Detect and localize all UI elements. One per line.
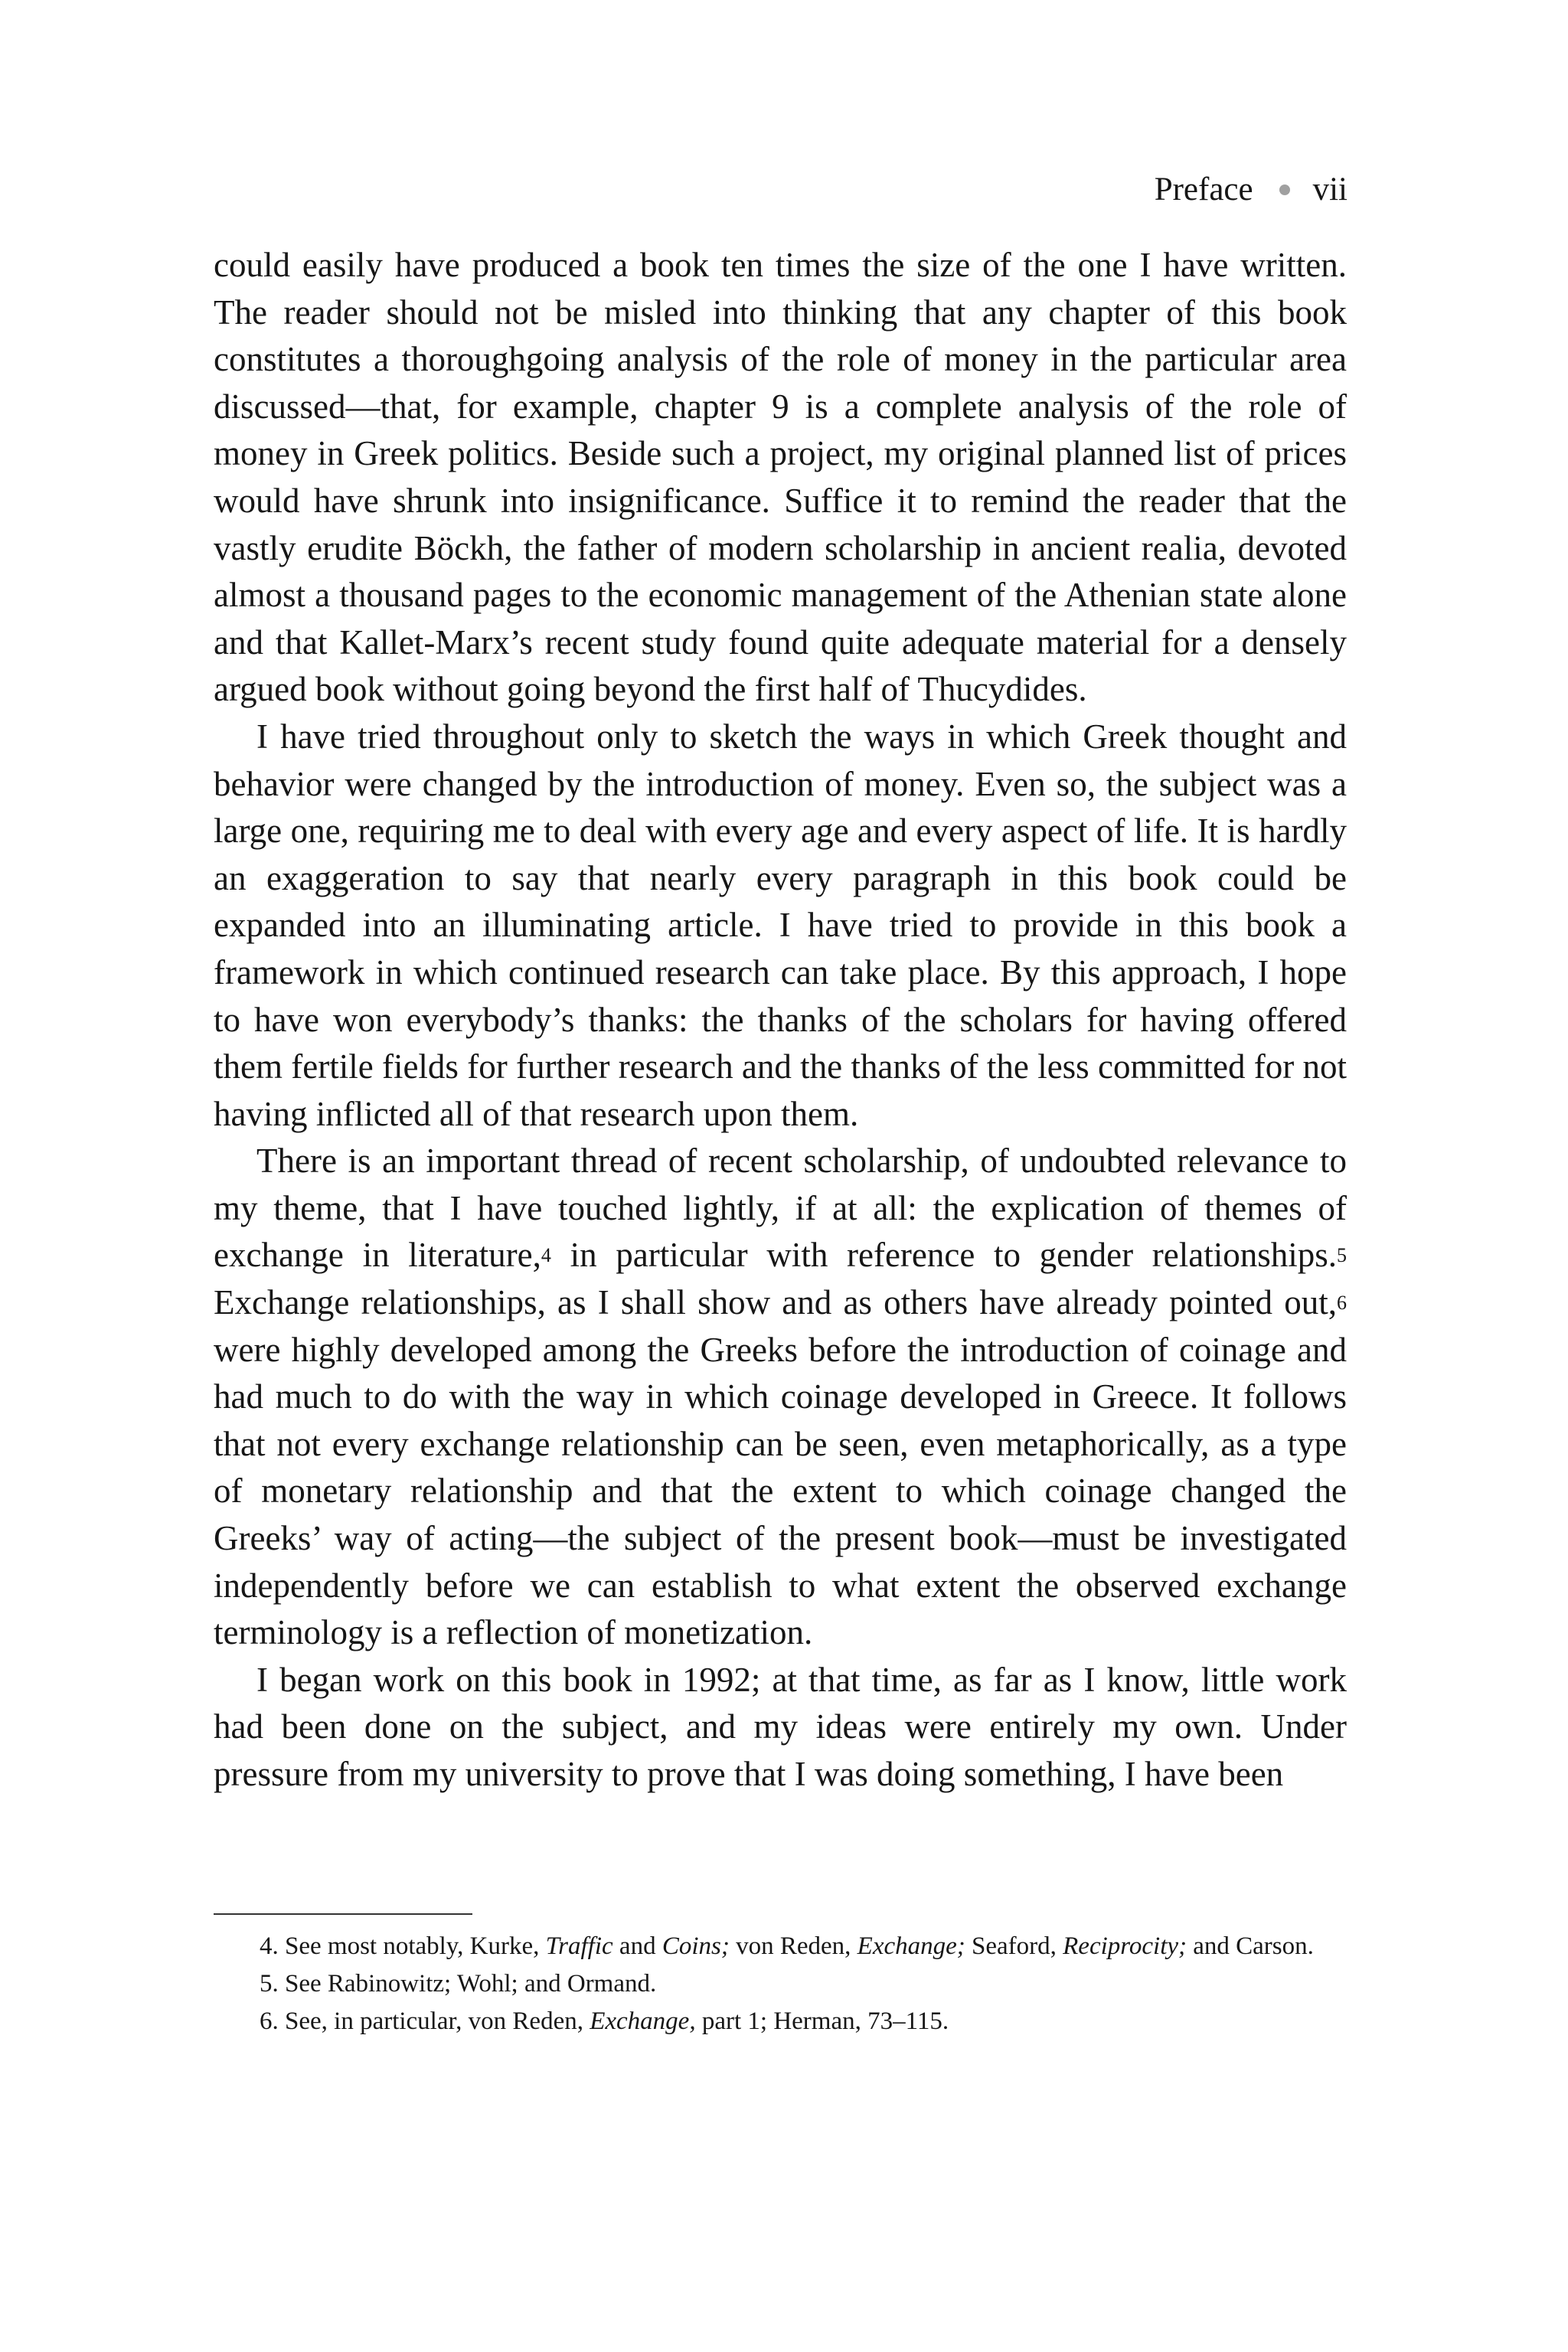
footnote-title: Reciprocity; bbox=[1063, 1932, 1187, 1960]
page-number: vii bbox=[1312, 172, 1348, 207]
footnote-text: See most notably, Kurke, bbox=[278, 1932, 546, 1960]
footnote-6 bbox=[214, 2004, 1347, 2039]
paragraph-text: Exchange relationships, as I shall show and as others have already pointed out, bbox=[214, 1283, 1337, 1322]
footnote-text: See Rabinowitz; Wohl; and Ormand. bbox=[278, 1970, 657, 1998]
footnote-5 bbox=[214, 1967, 1347, 2001]
paragraph bbox=[214, 1138, 1347, 1657]
footnote-ref-5: 5 bbox=[1337, 1244, 1348, 1267]
bullet-separator-icon bbox=[1279, 185, 1290, 195]
paragraph: I began work on this book in 1992; at that time, as far as I know, little work had been done on the subject, and my ideas were entirely my own. Under pressure from my university to prove that I was doing something, I have been bbox=[214, 1660, 1347, 1793]
footnote-4 bbox=[214, 1929, 1347, 1964]
section-title: Preface bbox=[1154, 172, 1253, 207]
footnote-ref-4: 4 bbox=[541, 1244, 551, 1267]
footnote-number: 5. bbox=[260, 1970, 279, 1998]
body-text bbox=[214, 242, 1347, 1798]
footnote-ref-6: 6 bbox=[1337, 1292, 1347, 1315]
running-head bbox=[1155, 170, 1348, 210]
footnote-text: See, in particular, von Reden, bbox=[278, 2007, 590, 2035]
paragraph-text: There is an important thread of recent scholarship, of undoubted relevance to my theme, that I have touched lightly, if at all: the explication of themes of exchange in literature, bbox=[214, 1142, 1347, 1275]
footnote-text: and bbox=[612, 1932, 662, 1960]
footnote-text: and Carson. bbox=[1187, 1932, 1314, 1960]
footnote-title: Exchange; bbox=[857, 1932, 965, 1960]
footnote-text: Seaford, bbox=[965, 1932, 1063, 1960]
footnote-text: von Reden, bbox=[729, 1932, 858, 1960]
paragraph: could easily have produced a book ten times the size of the one I have written. The reader should not be misled into thinking that any chapter of this book constitutes a thoroughgoing analysis of the role of money in the particular area discussed—that, for example, chapter 9 is a complete analysis of the role of money in Greek politics. Beside such a project, my original planned list of prices would have shrunk into insignificance. Suffice it to remind the reader that the vastly erudite Böckh, the father of modern scholarship in ancient realia, devoted almost a thousand pages to the economic management of the Athenian state alone and that Kallet-Marx’s recent study found quite adequate material for a densely argued book without going beyond the first half of Thucydides. bbox=[214, 246, 1347, 709]
footnotes bbox=[214, 1929, 1347, 2039]
footnote-title: Exchange, bbox=[590, 2007, 696, 2035]
footnote-number: 4. bbox=[260, 1932, 279, 1960]
paragraph-text: were highly developed among the Greeks before the introduction of coinage and had much to do with the way in which coinage developed in Greece. It follows that not every exchange relationship can be seen, even metaphorically, as a type of monetary relationship and that the extent to which coinage changed the Greeks’ way of acting—the subject of the present book—must be investigated independently before we can establish to what extent the observed exchange terminology is a reflection of monetization. bbox=[214, 1330, 1347, 1652]
footnote-text: part 1; Herman, 73–115. bbox=[695, 2007, 949, 2035]
footnote-title: Traffic bbox=[545, 1932, 613, 1960]
footnote-divider bbox=[214, 1913, 472, 1915]
paragraph-text: in particular with reference to gender relationships. bbox=[550, 1236, 1338, 1275]
paragraph: I have tried throughout only to sketch the ways in which Greek thought and behavior were changed by the introduction of money. Even so, the subject was a large one, requiring me to deal with every age and every aspect of life. It is hardly an exaggeration to say that nearly every paragraph in this book could be expanded into an illuminating article. I have tried to provide in this book a framework in which continued research can take place. By this approach, I hope to have won everybody’s thanks: the thanks of the scholars for having offered them fertile fields for further research and the thanks of the less committed for not having inflicted all of that research upon them. bbox=[214, 717, 1347, 1133]
footnote-title: Coins; bbox=[662, 1932, 730, 1960]
footnote-number: 6. bbox=[260, 2007, 279, 2035]
